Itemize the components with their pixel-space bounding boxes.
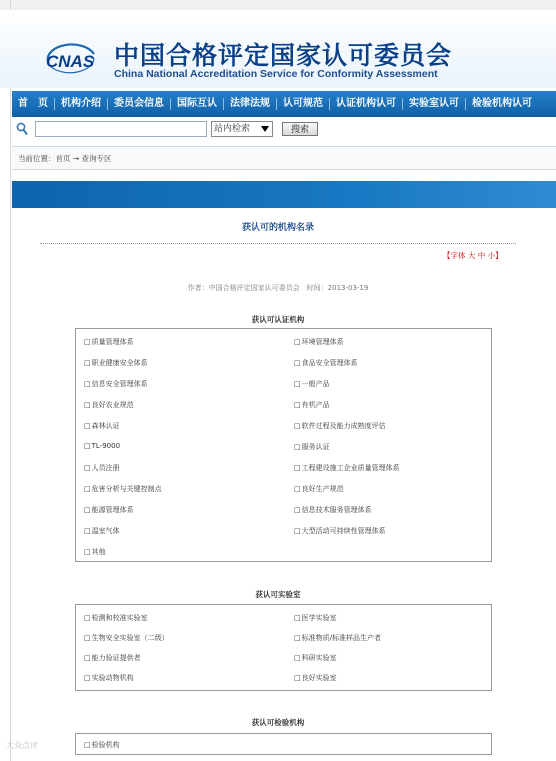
list-item[interactable]: □ 医学实验室 [294, 613, 337, 623]
site-title-en: China National Accreditation Service for Conformity Assessment [114, 68, 438, 80]
list-item[interactable]: □ 森林认证 [84, 421, 120, 431]
section-title-inspection: 获认可检验机构 [251, 718, 305, 727]
nav-item-inspection[interactable]: 检验机构认可 [472, 98, 532, 109]
list-item[interactable]: □ 大型活动可持续性管理体系 [294, 526, 386, 536]
list-item[interactable]: □ 服务认证 [294, 442, 330, 452]
list-item[interactable]: □ 人员注册 [84, 463, 120, 473]
browser-top-strip [0, 0, 556, 10]
list-item[interactable]: □ 信息技术服务管理体系 [294, 505, 372, 515]
nav-item-specs[interactable]: 认可规范 [277, 98, 330, 110]
search-button[interactable]: 搜索 [282, 122, 318, 136]
search-bar [14, 121, 314, 137]
svg-text:CNAS: CNAS [46, 52, 95, 71]
list-item[interactable]: □ 食品安全管理体系 [294, 358, 358, 368]
nav-item-about[interactable]: 机构介绍 [55, 98, 108, 110]
list-item[interactable]: □ 标准物质/标准样品生产者 [294, 633, 381, 643]
cnas-logo[interactable] [42, 40, 100, 80]
list-item[interactable]: □ 环境管理体系 [294, 337, 344, 347]
section-title-labs: 获认可实验室 [255, 590, 301, 599]
nav-item-labs[interactable]: 实验室认可 [403, 98, 466, 110]
list-item[interactable]: □ 检验机构 [84, 740, 120, 750]
list-item[interactable]: □ 温室气体 [84, 526, 120, 536]
nav-item-committee[interactable]: 委员会信息 [108, 98, 171, 110]
list-item[interactable]: □ TL-9000 [84, 442, 120, 450]
list-item[interactable]: □ 职业健康安全体系 [84, 358, 148, 368]
section-box-labs [75, 604, 492, 691]
search-icon [16, 122, 28, 136]
font-size-switcher[interactable]: 【字体 大 中 小】 [443, 251, 503, 260]
list-item[interactable]: □ 其他 [84, 547, 106, 557]
page-left-border [10, 0, 11, 761]
nav-item-laws[interactable]: 法律法规 [224, 98, 277, 110]
list-item[interactable]: □ 软件过程及能力成熟度评估 [294, 421, 386, 431]
list-item[interactable]: □ 工程建设施工企业质量管理体系 [294, 463, 400, 473]
list-item[interactable]: □ 一般产品 [294, 379, 330, 389]
list-item[interactable]: □ 能力验证提供者 [84, 653, 141, 663]
list-item[interactable]: □ 检测和校准实验室 [84, 613, 148, 623]
list-item[interactable]: □ 实验动物机构 [84, 673, 134, 683]
list-item[interactable]: □ 能源管理体系 [84, 505, 134, 515]
list-item[interactable]: □ 良好实验室 [294, 673, 337, 683]
watermark: 大众点评 [6, 741, 38, 750]
list-item[interactable]: □ 科研实验室 [294, 653, 337, 663]
list-item[interactable]: □ 良好生产规范 [294, 484, 344, 494]
article-meta: 作者：中国合格评定国家认可委员会 时间：2013-03-19 [187, 284, 369, 292]
list-item[interactable]: □ 有机产品 [294, 400, 330, 410]
search-input[interactable] [35, 121, 207, 137]
search-scope-select[interactable] [211, 121, 273, 137]
nav-item-cert-bodies[interactable]: 认证机构认可 [330, 98, 403, 110]
site-header [0, 10, 556, 88]
site-title-cn: 中国合格评定国家认可委员会 [114, 41, 453, 70]
list-item[interactable]: □ 危害分析与关键控制点 [84, 484, 162, 494]
list-item[interactable]: □ 良好农业规范 [84, 400, 134, 410]
section-title-cert-bodies: 获认可认证机构 [251, 315, 305, 324]
content-header-bar [12, 181, 556, 208]
page-title: 获认可的机构名录 [241, 223, 314, 233]
search-scope-value: 站内检索 [214, 124, 251, 134]
main-nav [12, 91, 556, 117]
section-box-inspection [75, 733, 492, 755]
breadcrumb: 当前位置：首页 → 查询专区 [12, 146, 556, 170]
nav-item-home[interactable]: 首 页 [12, 98, 55, 110]
list-item[interactable]: □ 信息安全管理体系 [84, 379, 148, 389]
list-item[interactable]: □ 质量管理体系 [84, 337, 134, 347]
chevron-down-icon [261, 126, 269, 132]
nav-item-international[interactable]: 国际互认 [171, 98, 224, 110]
list-item[interactable]: □ 生物安全实验室（二级） [84, 633, 169, 643]
divider [40, 243, 516, 244]
section-box-cert-bodies [75, 328, 492, 562]
